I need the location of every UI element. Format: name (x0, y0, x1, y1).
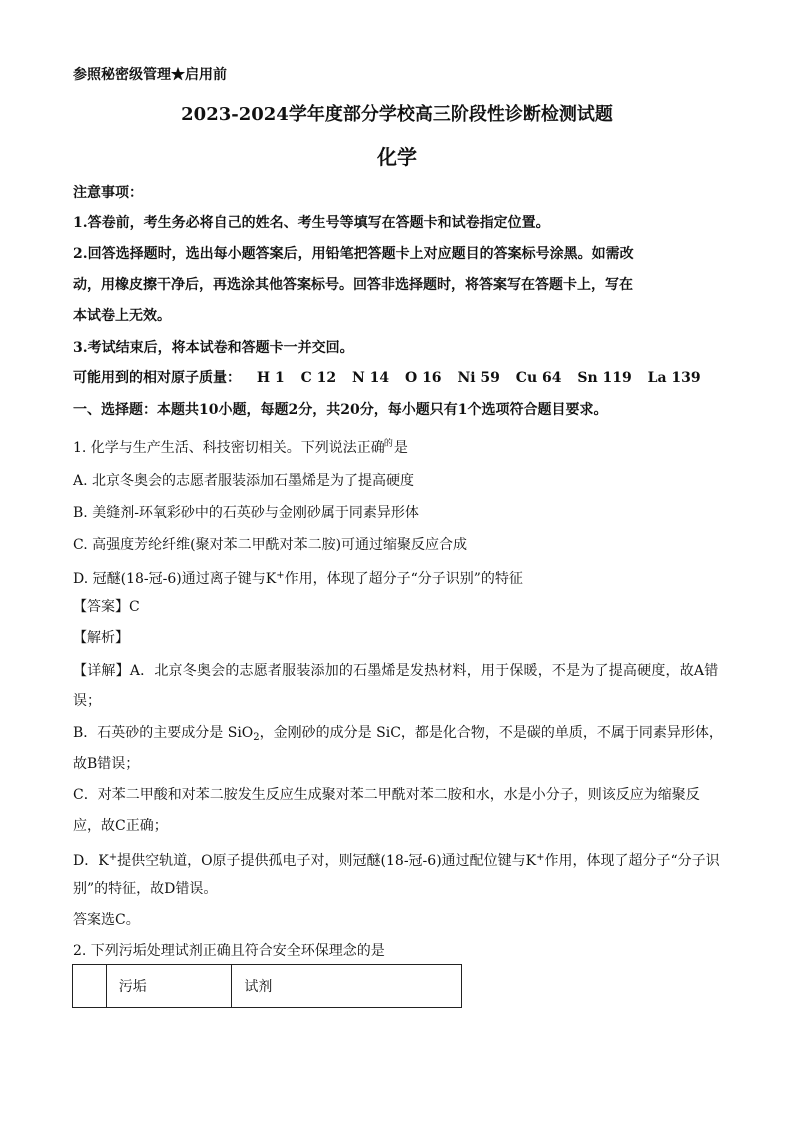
detail-b-suffix: ，金刚砂的成分是 SiC，都是化合物，不是碳的单质，不属于同素异形体， (259, 725, 723, 741)
question-1-stem-note: 的 (383, 439, 393, 449)
question-2-stem: 2. 下列污垢处理试剂正确且符合安全环保理念的是 (73, 943, 385, 959)
atomic-mass-ni: Ni 59 (457, 370, 500, 386)
table-header-reagent: 试剂 (232, 965, 462, 1008)
analysis-label: 【解析】 (73, 630, 129, 646)
atomic-mass-cu: Cu 64 (515, 370, 562, 386)
detail-b-line-2: 故B错误； (73, 756, 140, 772)
answer-label: 【答案】 (73, 599, 129, 615)
notice-item-2-line-3: 本试卷上无效。 (73, 308, 171, 324)
detail-a-line-2: 误； (73, 693, 101, 709)
question-1-stem-prefix: 1. 化学与生产生活、科技密切相关。下列说法正确 (73, 440, 385, 456)
detail-c-line-1: C．对苯二甲酸和对苯二胺发生反应生成聚对苯二甲酰对苯二胺和水，水是小分子，则该反应为缩聚反 (73, 787, 700, 803)
question-1-stem-suffix: 是 (393, 440, 408, 456)
atomic-mass-line (73, 369, 723, 387)
question-1-option-d-prefix: D. 冠醚(18-冠-6)通过离子键与K (73, 571, 277, 587)
answer-value: C (129, 599, 140, 615)
notice-item-2-line-2: 动，用橡皮擦干净后，再选涂其他答案标号。回答非选择题时，将答案写在答题卡上，写在 (73, 277, 633, 293)
question-1-option-b: B. 美缝剂-环氧彩砂中的石英砂与金刚砂属于同素异形体 (73, 505, 419, 521)
section-one-heading: 一、选择题：本题共10小题，每题2分，共20分，每小题只有1个选项符合题目要求。 (73, 402, 608, 418)
detail-a-line-1 (73, 662, 723, 680)
atomic-mass-n: N 14 (351, 370, 390, 386)
detail-b-line-1 (73, 724, 723, 747)
potassium-ion-charge-1: + (108, 852, 118, 863)
detail-d-prefix: D．K (73, 853, 109, 869)
detail-c-line-2: 应，故C正确； (73, 818, 168, 834)
detail-d-middle: 提供空轨道，O原子提供孤电子对，则冠醚(18-冠-6)通过配位键与K (117, 853, 537, 869)
question-1-option-c: C. 高强度芳纶纤维(聚对苯二甲酰对苯二胺)可通过缩聚反应合成 (73, 537, 468, 553)
atomic-mass-o: O 16 (405, 370, 442, 386)
atomic-mass-la: La 139 (647, 370, 701, 386)
detail-d-suffix: 作用，体现了超分子“分子识 (544, 853, 720, 869)
question-1-option-d (73, 567, 723, 588)
detail-label: 【详解】 (73, 663, 130, 679)
detail-d-line-1 (73, 849, 723, 870)
potassium-ion-charge: + (276, 570, 285, 581)
table-header-row (73, 965, 462, 1008)
silicon-dioxide-subscript: 2 (253, 732, 260, 743)
detail-d-line-2: 别”的特征，故D错误。 (73, 881, 218, 897)
potassium-ion-charge-2: + (536, 852, 545, 863)
notice-item-1: 1.答卷前，考生务必将自己的姓名、考生号等填写在答题卡和试卷指定位置。 (73, 215, 550, 231)
question-1-conclusion: 答案选C。 (73, 912, 140, 928)
atomic-mass-label: 可能用到的相对原子质量： (73, 370, 241, 386)
exam-title: 2023-2024学年度部分学校高三阶段性诊断检测试题 (181, 104, 613, 125)
table-header-empty (73, 965, 107, 1008)
question-1-answer (73, 598, 723, 616)
notice-item-3: 3.考试结束后，将本试卷和答题卡一并交回。 (73, 340, 354, 356)
question-1-stem (73, 439, 723, 459)
question-1-option-d-suffix: 作用，体现了超分子“分子识别”的特征 (284, 571, 523, 587)
atomic-mass-c: C 12 (300, 370, 337, 386)
detail-b-prefix: B．石英砂的主要成分是 SiO (73, 725, 254, 741)
notice-item-2-line-1: 2.回答选择题时，选出每小题答案后，用铅笔把答题卡上对应题目的答案标号涂黑。如需改 (73, 246, 634, 262)
atomic-mass-sn: Sn 119 (577, 370, 632, 386)
atomic-mass-h: H 1 (256, 370, 285, 386)
table-header-stain: 污垢 (106, 965, 232, 1008)
detail-a-text: A．北京冬奥会的志愿者服装添加的石墨烯是发热材料，用于保暖，不是为了提高硬度，故A错 (129, 663, 719, 679)
question-2-table (72, 964, 462, 1008)
question-1-option-a: A. 北京冬奥会的志愿者服装添加石墨烯是为了提高硬度 (73, 473, 415, 489)
confidential-label: 参照秘密级管理★启用前 (73, 67, 227, 83)
subject-title: 化学 (377, 145, 417, 169)
notice-heading: 注意事项： (73, 185, 143, 201)
